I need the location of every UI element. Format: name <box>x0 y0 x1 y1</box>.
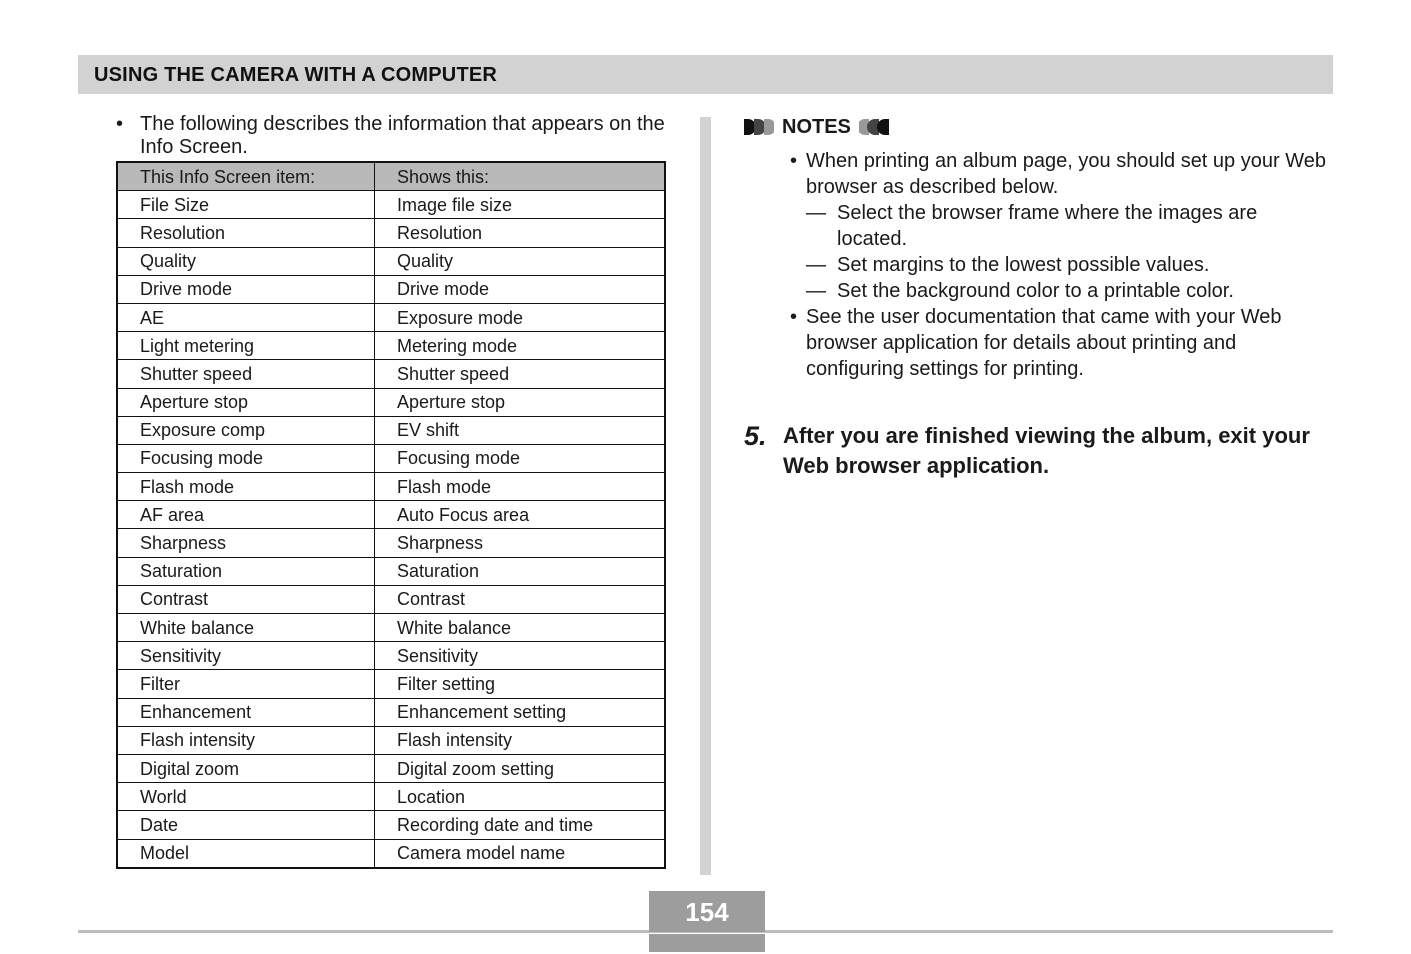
shows-cell: Flash mode <box>375 473 666 501</box>
table-header-row <box>117 162 665 191</box>
shows-cell: Contrast <box>375 585 666 613</box>
shows-cell: Image file size <box>375 191 666 219</box>
shows-cell: Aperture stop <box>375 388 666 416</box>
bullet: • <box>790 150 798 172</box>
info-item-cell: White balance <box>117 614 375 642</box>
shows-cell: Saturation <box>375 557 666 585</box>
table-row <box>117 811 665 839</box>
info-item-cell: Flash intensity <box>117 726 375 754</box>
notes-list <box>790 148 1330 382</box>
info-item-cell: World <box>117 783 375 811</box>
shows-cell: Focusing mode <box>375 444 666 472</box>
intro-paragraph <box>116 113 676 159</box>
shows-cell: Location <box>375 783 666 811</box>
info-item-cell: Quality <box>117 247 375 275</box>
section-header <box>78 55 1333 94</box>
table-row <box>117 585 665 613</box>
step-5 <box>744 421 1334 481</box>
info-item-cell: Digital zoom <box>117 754 375 782</box>
shows-cell: Metering mode <box>375 332 666 360</box>
note-text: Select the browser frame where the images are located. <box>837 202 1258 250</box>
note-text: See the user documentation that came with your Web browser application for details about printing and configuring settings for printing. <box>806 306 1282 380</box>
info-item-cell: AF area <box>117 501 375 529</box>
table-row <box>117 783 665 811</box>
shows-cell: Sharpness <box>375 529 666 557</box>
note-text: Set the background color to a printable color. <box>837 280 1234 302</box>
dash: — <box>806 202 826 224</box>
column-divider <box>700 117 711 875</box>
table-row <box>117 698 665 726</box>
table-row <box>117 614 665 642</box>
notes-heading <box>744 114 889 140</box>
shows-cell: Recording date and time <box>375 811 666 839</box>
section-title: USING THE CAMERA WITH A COMPUTER <box>94 64 498 86</box>
intro-text: The following describes the information that appears on the Info Screen. <box>140 113 665 158</box>
info-item-cell: Filter <box>117 670 375 698</box>
table-row <box>117 557 665 585</box>
info-item-cell: File Size <box>117 191 375 219</box>
dash: — <box>806 280 826 302</box>
table-row <box>117 275 665 303</box>
shows-cell: Digital zoom setting <box>375 754 666 782</box>
info-item-cell: Exposure comp <box>117 416 375 444</box>
bullet: • <box>116 113 124 135</box>
info-item-cell: Drive mode <box>117 275 375 303</box>
dash: — <box>806 254 826 276</box>
info-item-cell: Focusing mode <box>117 444 375 472</box>
info-item-cell: Resolution <box>117 219 375 247</box>
triple-right-arrowhead-icon <box>744 118 774 136</box>
table-row <box>117 529 665 557</box>
shows-cell: Shutter speed <box>375 360 666 388</box>
page-number-box <box>649 891 765 932</box>
info-item-cell: Sensitivity <box>117 642 375 670</box>
info-item-cell: Enhancement <box>117 698 375 726</box>
table-row <box>117 501 665 529</box>
note-text: Set margins to the lowest possible values. <box>837 254 1210 276</box>
info-screen-table <box>116 161 666 869</box>
table-header-cell: This Info Screen item: <box>117 162 375 191</box>
table-row <box>117 360 665 388</box>
table-header-cell: Shows this: <box>375 162 666 191</box>
table-row <box>117 247 665 275</box>
info-item-cell: Date <box>117 811 375 839</box>
table-row <box>117 332 665 360</box>
info-item-cell: Flash mode <box>117 473 375 501</box>
note-bullet-item <box>790 304 1330 382</box>
info-item-cell: Contrast <box>117 585 375 613</box>
step-text: After you are finished viewing the album, exit your Web browser application. <box>783 423 1310 478</box>
page-number: 154 <box>685 897 729 927</box>
info-item-cell: Shutter speed <box>117 360 375 388</box>
table-row <box>117 416 665 444</box>
page-number-box-tab <box>649 934 765 952</box>
shows-cell: Sensitivity <box>375 642 666 670</box>
note-dash-item <box>790 252 1330 278</box>
note-bullet-item <box>790 148 1330 200</box>
note-text: When printing an album page, you should set up your Web browser as described below. <box>806 150 1326 198</box>
note-dash-item <box>790 278 1330 304</box>
info-item-cell: Saturation <box>117 557 375 585</box>
table-row <box>117 670 665 698</box>
table-row <box>117 726 665 754</box>
shows-cell: Flash intensity <box>375 726 666 754</box>
shows-cell: White balance <box>375 614 666 642</box>
shows-cell: Auto Focus area <box>375 501 666 529</box>
table-row <box>117 191 665 219</box>
notes-title: NOTES <box>782 115 851 138</box>
table-row <box>117 754 665 782</box>
shows-cell: Resolution <box>375 219 666 247</box>
shows-cell: Filter setting <box>375 670 666 698</box>
shows-cell: Enhancement setting <box>375 698 666 726</box>
info-item-cell: Light metering <box>117 332 375 360</box>
info-item-cell: AE <box>117 303 375 331</box>
shows-cell: Exposure mode <box>375 303 666 331</box>
shows-cell: Quality <box>375 247 666 275</box>
table-row <box>117 839 665 868</box>
shows-cell: Camera model name <box>375 839 666 868</box>
table-row <box>117 303 665 331</box>
info-item-cell: Aperture stop <box>117 388 375 416</box>
table-row <box>117 444 665 472</box>
shows-cell: Drive mode <box>375 275 666 303</box>
triple-left-arrowhead-icon <box>859 118 889 136</box>
note-dash-item <box>790 200 1330 252</box>
bullet: • <box>790 306 798 328</box>
table-row <box>117 219 665 247</box>
table-row <box>117 473 665 501</box>
info-item-cell: Model <box>117 839 375 868</box>
shows-cell: EV shift <box>375 416 666 444</box>
table-row <box>117 642 665 670</box>
table-row <box>117 388 665 416</box>
info-item-cell: Sharpness <box>117 529 375 557</box>
step-number: 5. <box>744 421 767 451</box>
